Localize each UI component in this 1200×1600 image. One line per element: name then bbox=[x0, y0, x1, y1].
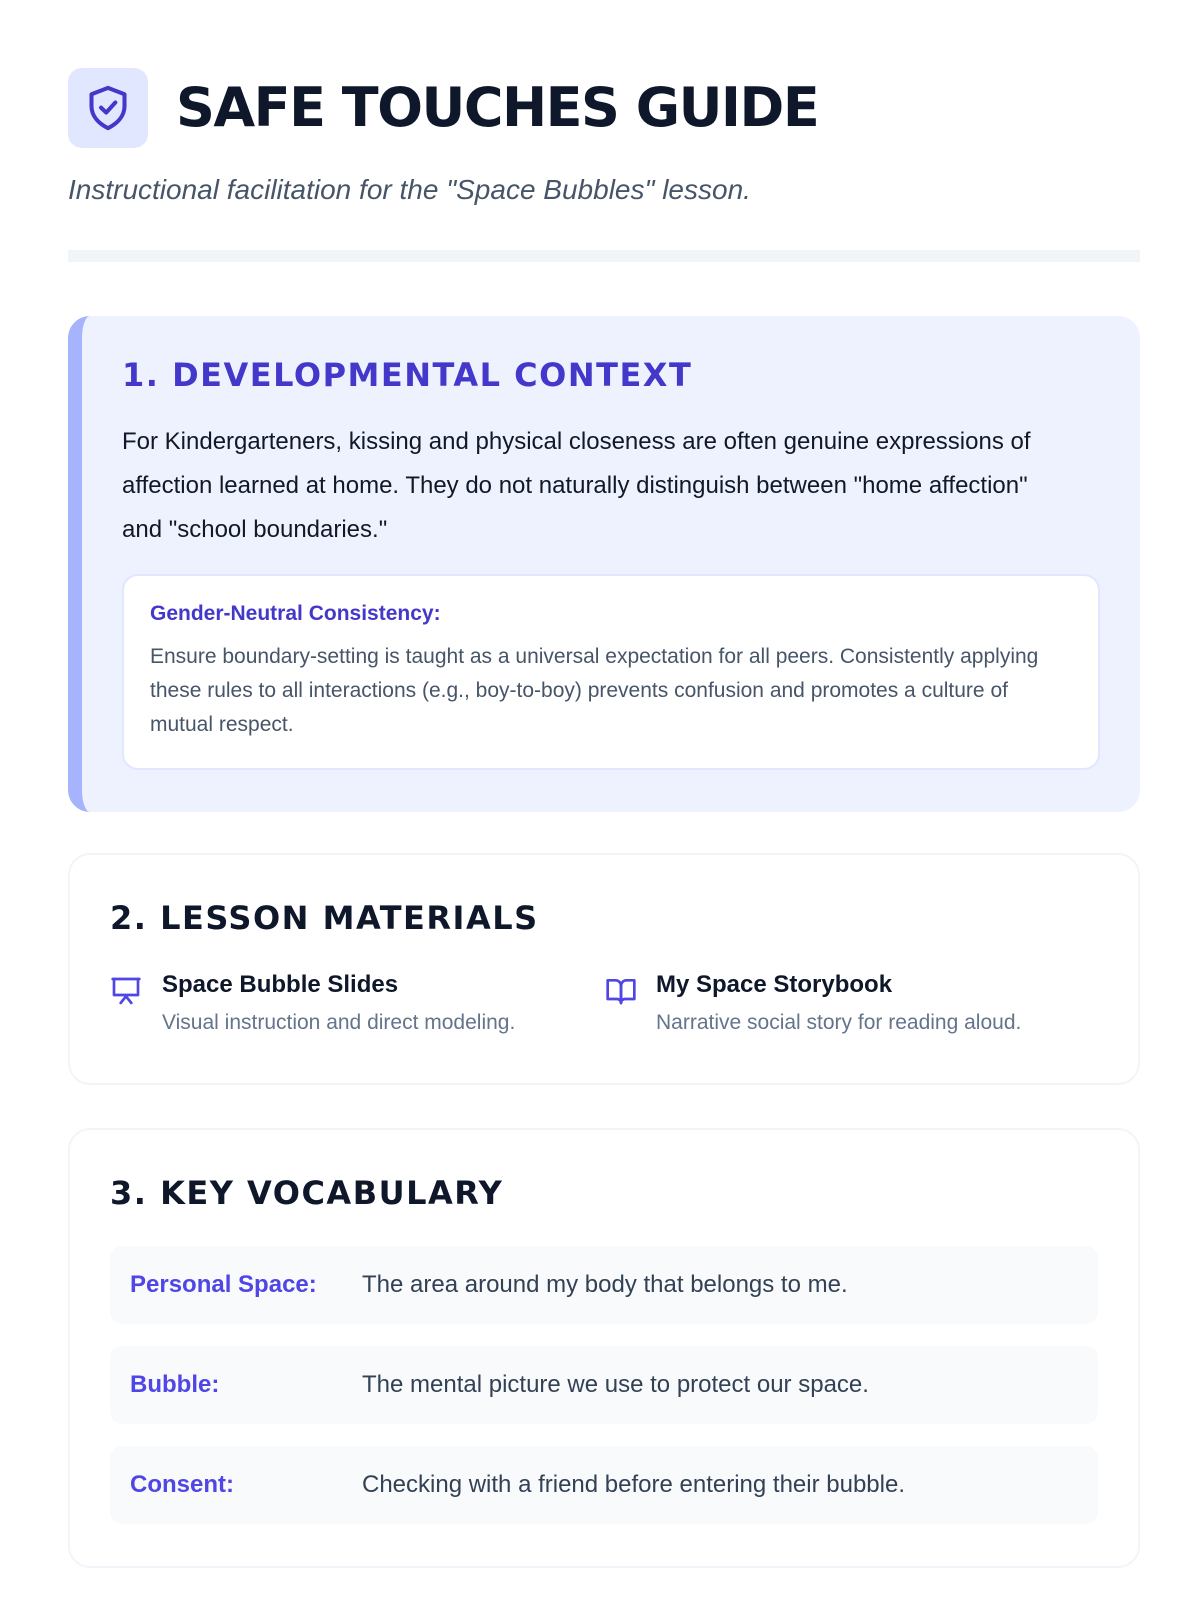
page-title: SAFE TOUCHES GUIDE bbox=[176, 76, 819, 139]
material-title: Space Bubble Slides bbox=[162, 971, 399, 998]
material-item-storybook bbox=[604, 971, 1098, 1035]
material-item-slides bbox=[110, 971, 604, 1035]
key-vocabulary-card bbox=[68, 1128, 1140, 1568]
presentation-icon bbox=[110, 971, 162, 1035]
guide-page bbox=[68, 68, 1140, 1498]
vocabulary-term: Consent: bbox=[130, 1471, 234, 1498]
section-title-context: 1. DEVELOPMENTAL CONTEXT bbox=[122, 356, 693, 394]
vocabulary-definition: The mental picture we use to protect our space. bbox=[362, 1371, 869, 1398]
developmental-context-card bbox=[68, 316, 1140, 812]
note-title: Gender-Neutral Consistency: bbox=[150, 602, 441, 625]
page-subtitle: Instructional facilitation for the "Space Bubbles" lesson. bbox=[68, 174, 751, 205]
materials-list bbox=[110, 971, 1098, 1035]
context-body: For Kindergarteners, kissing and physical closeness are often genuine expressions of affection learned at home. They do not naturally distinguish between "home affection" and "school boundaries." bbox=[122, 428, 1031, 543]
vocabulary-term: Bubble: bbox=[130, 1371, 220, 1398]
vocabulary-row bbox=[110, 1246, 1098, 1324]
lesson-materials-card bbox=[68, 853, 1140, 1085]
material-title: My Space Storybook bbox=[656, 971, 893, 998]
vocabulary-definition: The area around my body that belongs to me. bbox=[362, 1271, 848, 1298]
material-description: Visual instruction and direct modeling. bbox=[162, 1011, 516, 1034]
gender-neutral-note bbox=[122, 574, 1100, 770]
vocabulary-row bbox=[110, 1346, 1098, 1424]
vocabulary-definition: Checking with a friend before entering their bubble. bbox=[362, 1471, 905, 1498]
material-description: Narrative social story for reading aloud. bbox=[656, 1011, 1022, 1034]
note-body: Ensure boundary-setting is taught as a universal expectation for all peers. Consistently applying these rules to all interactions (e.g., boy-to-boy) prevents confusion and promotes a culture of mutual respect. bbox=[150, 645, 1039, 736]
shield-check-icon bbox=[68, 68, 148, 148]
open-book-icon bbox=[604, 971, 656, 1035]
section-title-materials: 2. LESSON MATERIALS bbox=[110, 899, 539, 937]
vocabulary-term: Personal Space: bbox=[130, 1271, 317, 1298]
header-divider bbox=[68, 250, 1140, 262]
vocabulary-list bbox=[110, 1246, 1098, 1524]
section-title-vocabulary: 3. KEY VOCABULARY bbox=[110, 1174, 504, 1212]
header bbox=[68, 68, 1140, 148]
vocabulary-row bbox=[110, 1446, 1098, 1524]
